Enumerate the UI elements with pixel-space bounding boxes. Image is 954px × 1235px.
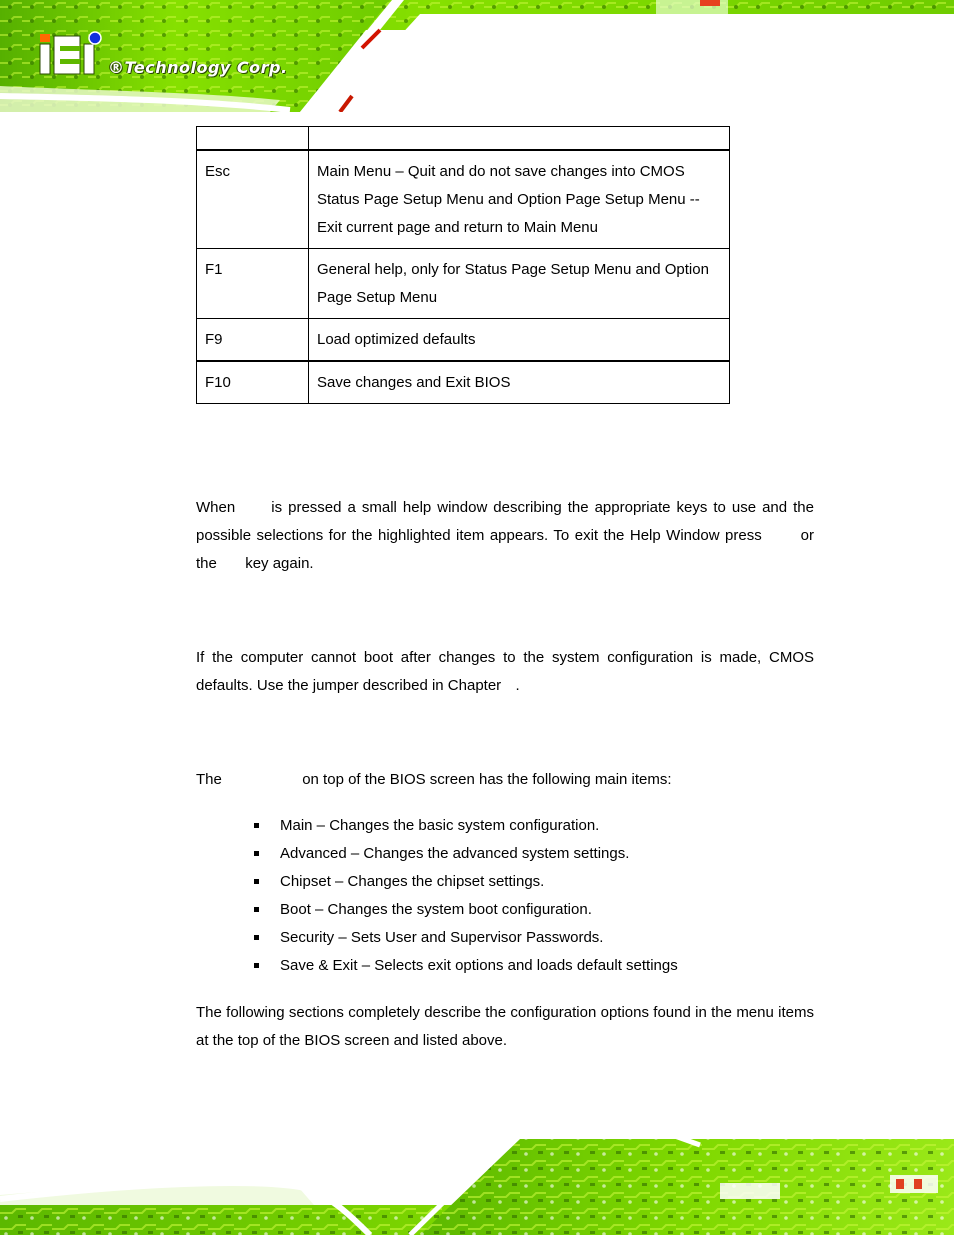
function-line: Exit current page and return to Main Menu (317, 219, 598, 236)
key-cell: F1 (197, 249, 309, 319)
function-line: General help, only for Status Page Setup Menu and Option (317, 261, 709, 278)
company-name: ®Technology Corp. (108, 58, 288, 77)
function-line: Status Page Setup Menu and Option Page Setup Menu -- (317, 191, 700, 208)
closing-paragraph: The following sections completely describe the configuration options found in the menu items at the top of the BIOS screen and listed above. (196, 1004, 814, 1049)
list-item: Chipset – Changes the chipset settings. (252, 868, 678, 896)
table-row (197, 319, 730, 362)
list-item: Boot – Changes the system boot configuration. (252, 896, 678, 924)
page-footer-banner (0, 1125, 954, 1235)
main-menu-items-list (252, 812, 678, 980)
menu-intro-part: on top of the BIOS screen has the following main items: (302, 771, 672, 788)
function-cell (309, 150, 730, 249)
unable-to-boot-paragraph (196, 644, 814, 700)
bios-navigation-key-table (196, 126, 730, 404)
table-header-row (197, 127, 730, 151)
function-line: Load optimized defaults (317, 331, 476, 348)
list-item: Security – Sets User and Supervisor Passwords. (252, 924, 678, 952)
help-text-part: is pressed a small help window describing the appropriate keys to use and the possible selections for the highlighted item appears. To exit the Help Window press (196, 499, 814, 544)
key-cell: F9 (197, 319, 309, 362)
function-line: Save changes and Exit BIOS (317, 374, 511, 391)
key-cell: F10 (197, 361, 309, 404)
list-item: Save & Exit – Selects exit options and loads default settings (252, 952, 678, 980)
help-paragraph (196, 494, 814, 578)
function-line: Main Menu – Quit and do not save changes into CMOS (317, 163, 685, 180)
pcb-footer-graphic (0, 1125, 954, 1235)
menu-bar-intro (196, 766, 814, 794)
table-row (197, 361, 730, 404)
list-item: Main – Changes the basic system configuration. (252, 812, 678, 840)
unable-text-part: If the computer cannot boot after changes to the system configuration is made, CMOS defaults. Use the jumper described in Chapter (196, 649, 814, 694)
help-text-part: or the (196, 527, 815, 572)
function-line: Page Setup Menu (317, 289, 438, 306)
table-header-key (197, 127, 309, 151)
help-text-part: key again. (245, 555, 314, 572)
menu-intro-part: The (196, 771, 222, 788)
page-header-banner (0, 0, 954, 112)
pcb-header-graphic (0, 0, 954, 112)
function-cell (309, 249, 730, 319)
list-item: Advanced – Changes the advanced system settings. (252, 840, 678, 868)
table-row (197, 150, 730, 249)
function-cell (309, 319, 730, 362)
key-cell: Esc (197, 150, 309, 249)
help-text-part: When (196, 499, 236, 516)
function-cell (309, 361, 730, 404)
unable-text-part: . (515, 677, 520, 694)
table-header-function (309, 127, 730, 151)
table-row (197, 249, 730, 319)
